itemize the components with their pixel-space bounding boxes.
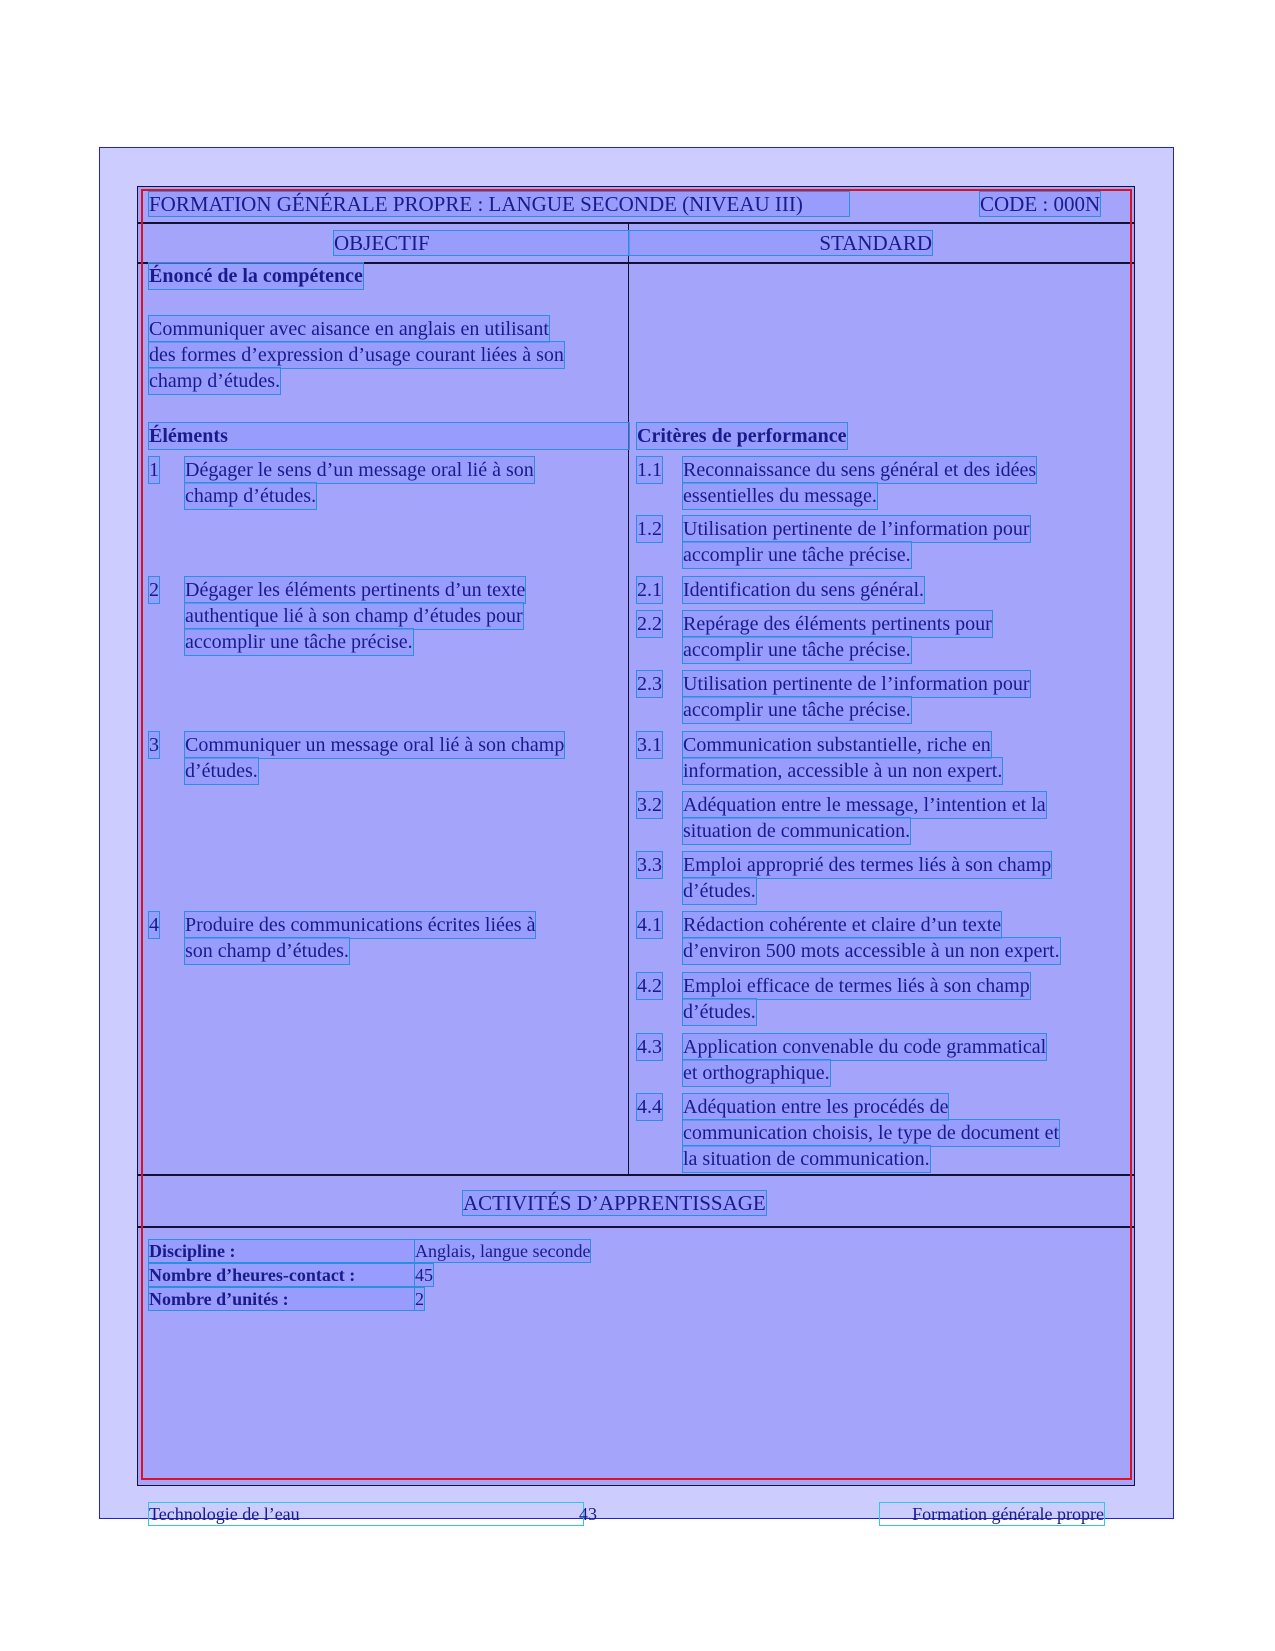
criterion-text: accomplir une tâche précise. xyxy=(683,544,911,566)
criterion-text: Rédaction cohérente et claire d’un texte xyxy=(683,914,1002,936)
element-text: son champ d’études. xyxy=(185,940,349,962)
criterion-text: Communication substantielle, riche en xyxy=(683,734,991,756)
element-text: Dégager les éléments pertinents d’un texte xyxy=(185,579,526,601)
criterion-text: accomplir une tâche précise. xyxy=(683,639,911,661)
criterion-text: Adéquation entre le message, l’intention et la xyxy=(683,794,1046,816)
element-number: 1 xyxy=(149,459,159,481)
criterion-text: information, accessible à un non expert. xyxy=(683,760,1003,782)
criterion-number: 3.1 xyxy=(637,734,662,756)
element-text: accomplir une tâche précise. xyxy=(185,631,413,653)
criterion-text: d’études. xyxy=(683,880,756,902)
activities-heading: ACTIVITÉS D’APPRENTISSAGE xyxy=(463,1191,766,1215)
criterion-number: 4.1 xyxy=(637,914,662,936)
competence-line: champ d’études. xyxy=(149,370,281,392)
criteria-heading: Critères de performance xyxy=(637,425,847,447)
objective-header: OBJECTIF xyxy=(334,231,629,255)
criterion-text: la situation de communication. xyxy=(683,1148,930,1170)
criterion-number: 1.2 xyxy=(637,518,662,540)
criterion-number: 1.1 xyxy=(637,459,662,481)
standard-header: STANDARD xyxy=(629,231,932,255)
element-text: Communiquer un message oral lié à son champ xyxy=(185,734,565,756)
criterion-number: 4.2 xyxy=(637,975,662,997)
element-text: Dégager le sens d’un message oral lié à son xyxy=(185,459,534,481)
page-number: 43 xyxy=(579,1504,597,1524)
rule-above-activities xyxy=(137,1174,1135,1176)
element-number: 3 xyxy=(149,734,159,756)
footer-left: Technologie de l’eau xyxy=(149,1503,583,1525)
criterion-number: 2.2 xyxy=(637,613,662,635)
criterion-number: 2.1 xyxy=(637,579,662,601)
criterion-text: Reconnaissance du sens général et des idées xyxy=(683,459,1037,481)
element-text: Produire des communications écrites liées à xyxy=(185,914,536,936)
criterion-text: communication choisis, le type de document et xyxy=(683,1122,1060,1144)
criterion-text: essentielles du message. xyxy=(683,485,877,507)
course-code: CODE : 000N xyxy=(980,192,1101,216)
criterion-number: 2.3 xyxy=(637,673,662,695)
element-number: 4 xyxy=(149,914,159,936)
element-number: 2 xyxy=(149,579,159,601)
competence-line: des formes d’expression d’usage courant liées à son xyxy=(149,344,564,366)
element-text: authentique lié à son champ d’études pour xyxy=(185,605,523,627)
element-text: d’études. xyxy=(185,760,258,782)
form-title: FORMATION GÉNÉRALE PROPRE : LANGUE SECONDE (NIVEAU III) xyxy=(149,192,849,216)
criterion-number: 3.2 xyxy=(637,794,662,816)
discipline-label: Discipline : xyxy=(149,1240,414,1262)
criterion-text: Utilisation pertinente de l’information pour xyxy=(683,673,1030,695)
criterion-text: et orthographique. xyxy=(683,1062,830,1084)
contact-hours-value: 45 xyxy=(415,1265,433,1285)
criterion-number: 4.3 xyxy=(637,1036,662,1058)
competence-heading: Énoncé de la compétence xyxy=(149,265,363,287)
criterion-text: d’environ 500 mots accessible à un non expert. xyxy=(683,940,1060,962)
contact-hours-label: Nombre d’heures-contact : xyxy=(149,1264,414,1286)
rule-below-title xyxy=(137,222,1135,224)
column-divider xyxy=(628,223,629,1175)
discipline-value: Anglais, langue seconde xyxy=(415,1241,591,1261)
criterion-text: Emploi efficace de termes liés à son champ xyxy=(683,975,1030,997)
criterion-text: situation de communication. xyxy=(683,820,911,842)
criterion-text: accomplir une tâche précise. xyxy=(683,699,911,721)
criterion-text: Identification du sens général. xyxy=(683,579,925,601)
rule-below-activities xyxy=(137,1226,1135,1228)
elements-heading: Éléments xyxy=(149,423,629,449)
criterion-number: 4.4 xyxy=(637,1096,662,1118)
criterion-number: 3.3 xyxy=(637,854,662,876)
criterion-text: Utilisation pertinente de l’information pour xyxy=(683,518,1030,540)
units-value: 2 xyxy=(415,1289,424,1309)
criterion-text: d’études. xyxy=(683,1001,756,1023)
footer-right: Formation générale propre xyxy=(880,1503,1104,1525)
units-label: Nombre d’unités : xyxy=(149,1288,414,1310)
criterion-text: Adéquation entre les procédés de xyxy=(683,1096,949,1118)
element-text: champ d’études. xyxy=(185,485,317,507)
competence-line: Communiquer avec aisance en anglais en utilisant xyxy=(149,318,549,340)
criterion-text: Application convenable du code grammatical xyxy=(683,1036,1047,1058)
criterion-text: Emploi approprié des termes liés à son champ xyxy=(683,854,1052,876)
criterion-text: Repérage des éléments pertinents pour xyxy=(683,613,992,635)
